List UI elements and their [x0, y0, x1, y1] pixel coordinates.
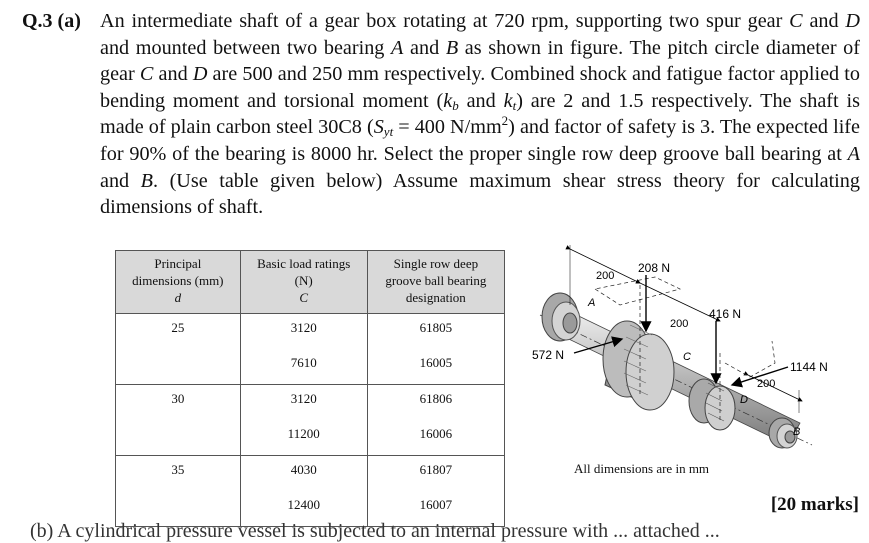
load-label-416: 416 N	[709, 307, 742, 321]
dim-label-2: 200	[670, 318, 689, 330]
question-text: An intermediate shaft of a gear box rotating at 720 rpm, supporting two spur gear C and D and mounted between two bearing A and B as shown in figure. The pitch circle diameter of gear C and D are 500 and 250 mm respectively. Combined shock and fatigue factor applied to bending moment and torsional moment ($k_b$ and $k_t$) are 2 and 1.5 respectively. The shaft is made of plain carbon steel 30C8 ($S_{yt} = 400$ $N/mm^2$) and factor of safety is 3. The expected life for 90% of the bearing is 8000 hr. Select the proper single row deep groove ball bearing at A and B. (Use table given below) Assume maximum shear stress theory for calculating dimensions of shaft.	[100, 10, 860, 219]
cell-d: 30	[116, 385, 241, 421]
cell-d: 25	[116, 314, 241, 350]
cell-c: 7610	[240, 349, 367, 385]
cell-designation: 16006	[367, 420, 504, 456]
cell-c: 4030	[240, 456, 367, 492]
gear-c	[603, 321, 674, 410]
table-header-row	[116, 251, 505, 314]
cell-designation: 61805	[367, 314, 504, 350]
table-row	[116, 385, 505, 421]
dim-label-1: 200	[596, 270, 615, 282]
header-basic-load-ratings: Basic load ratings (N) C	[240, 251, 367, 314]
label-b: B	[793, 426, 801, 438]
question-number: Q.3 (a)	[22, 10, 81, 32]
cell-c: 11200	[240, 420, 367, 456]
table-row	[116, 314, 505, 350]
load-label-1144: 1144 N	[790, 360, 828, 374]
bearing-a	[542, 293, 580, 341]
marks-label: [20 marks]	[770, 494, 859, 515]
label-c: C	[683, 351, 691, 363]
header-bearing-designation: Single row deep groove ball bearing designation	[367, 251, 504, 314]
gear-d	[689, 379, 735, 430]
table-row	[116, 456, 505, 492]
table-row	[116, 420, 505, 456]
cell-designation: 61807	[367, 456, 504, 492]
next-question-fragment: (b) A cylindrical pressure vessel is subjected to an internal pressure with ... attached ...	[30, 520, 720, 542]
bearing-table	[115, 250, 505, 527]
label-a: A	[588, 297, 596, 309]
cell-designation: 16005	[367, 349, 504, 385]
cell-designation: 61806	[367, 385, 504, 421]
cell-designation: 16007	[367, 491, 504, 527]
cell-d: 35	[116, 456, 241, 492]
figure-caption: All dimensions are in mm	[574, 461, 710, 476]
shaft-figure	[520, 245, 865, 460]
cell-d	[116, 349, 241, 385]
cell-c: 3120	[240, 385, 367, 421]
table-row	[116, 349, 505, 385]
dim-label-3: 200	[757, 378, 776, 390]
header-principal-dimensions: Principal dimensions (mm) d	[116, 251, 241, 314]
cell-c: 12400	[240, 491, 367, 527]
load-label-572: 572 N	[532, 348, 565, 362]
label-d: D	[740, 394, 748, 406]
figure-labels	[532, 261, 828, 438]
cell-d	[116, 420, 241, 456]
cell-c: 3120	[240, 314, 367, 350]
load-label-208: 208 N	[638, 261, 671, 275]
